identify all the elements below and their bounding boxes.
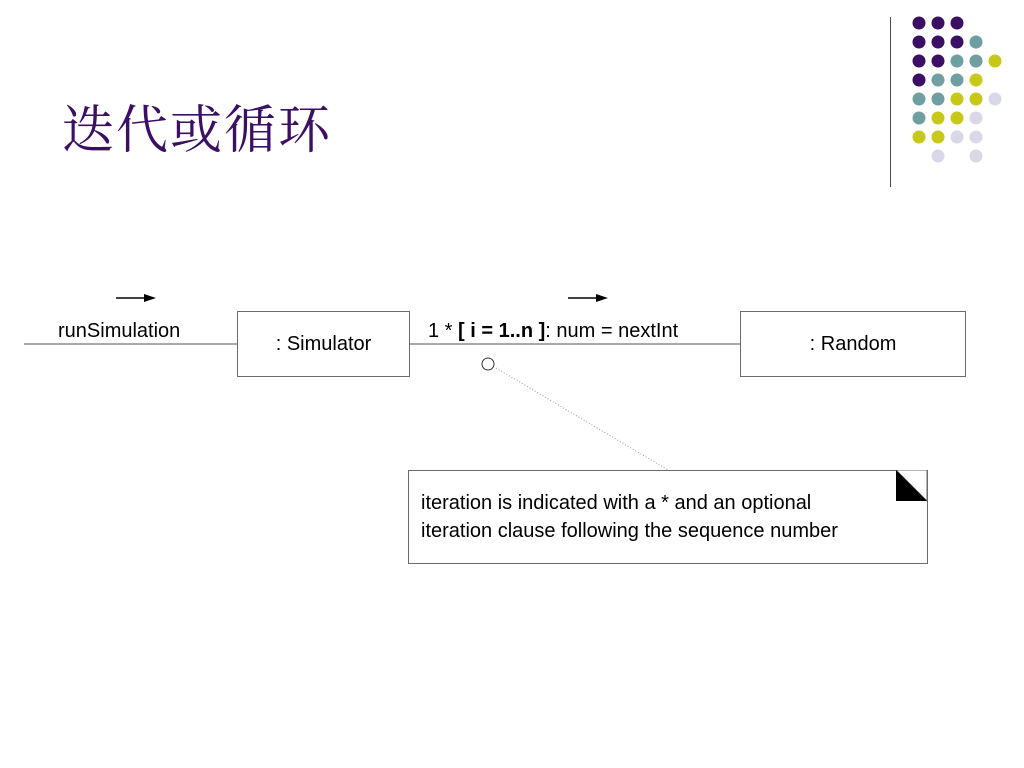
simulator-object-label: : Simulator xyxy=(275,332,372,355)
note-connector xyxy=(496,368,668,470)
random-object[interactable] xyxy=(740,311,966,377)
note-line: iteration clause following the sequence number xyxy=(421,520,838,542)
note-line: iteration is indicated with a * and an optional xyxy=(421,492,812,514)
simulator-object[interactable] xyxy=(237,311,410,377)
diagram-note[interactable] xyxy=(408,470,928,564)
iteration-message-label xyxy=(428,320,678,343)
random-object-label: : Random xyxy=(809,332,897,355)
iteration-operation: : num = nextInt xyxy=(545,320,679,342)
iteration-clause: [ i = 1..n ] xyxy=(458,320,546,342)
arrow-right-icon xyxy=(568,294,608,302)
iteration-sequence: 1 * xyxy=(428,320,459,342)
slide-title: 迭代或循环 xyxy=(62,101,333,161)
note-anchor-circle xyxy=(482,358,494,370)
arrow-right-icon xyxy=(116,294,156,302)
note-folded-corner-icon xyxy=(896,470,928,502)
incoming-message-label: runSimulation xyxy=(58,320,181,342)
